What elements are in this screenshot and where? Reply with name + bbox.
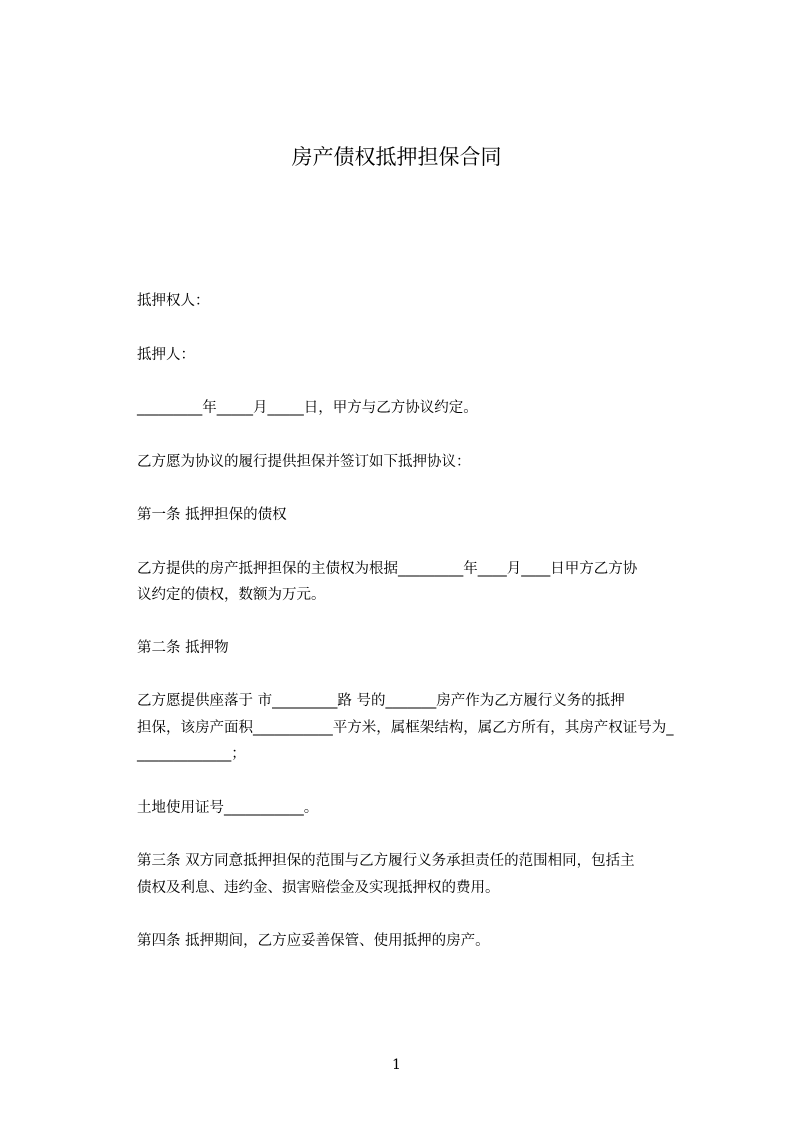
article2-text-line3: _____________； (137, 746, 246, 762)
article1-heading: 第一条 抵押担保的债权 (137, 507, 287, 523)
article2-text-line1: 乙方愿提供座落于 市_________路 号的_______房产作为乙方履行义务的抵押 (137, 693, 625, 709)
article2-heading: 第二条 抵押物 (137, 640, 229, 656)
article2-text-line2: 担保，该房产面积___________平方米，属框架结构，属乙方所有，其房产权证号为_ (137, 720, 674, 736)
mortgagee-line: 抵押权人： (137, 293, 210, 309)
article4-line: 第四条 抵押期间，乙方应妥善保管、使用抵押的房产。 (137, 933, 490, 949)
mortgagor-line: 抵押人： (137, 347, 195, 363)
article3-text-line2: 债权及利息、违约金、损害赔偿金及实现抵押权的费用。 (137, 880, 500, 896)
land-certificate-line: 土地使用证号___________。 (137, 800, 319, 816)
agreement-date-line: _________年_____月_____日，甲方与乙方协议约定。 (137, 400, 478, 416)
page-number: 1 (392, 1057, 401, 1073)
article1-text-line2: 议约定的债权，数额为万元。 (137, 587, 326, 603)
intro-line: 乙方愿为协议的履行提供担保并签订如下抵押协议： (137, 454, 471, 470)
article3-text-line1: 第三条 双方同意抵押担保的范围与乙方履行义务承担责任的范围相同，包括主 (137, 853, 635, 869)
article1-text-line1: 乙方提供的房产抵押担保的主债权为根据_________年____月____日甲方乙方协 (137, 561, 638, 577)
document-title: 房产债权抵押担保合同 (291, 145, 502, 169)
